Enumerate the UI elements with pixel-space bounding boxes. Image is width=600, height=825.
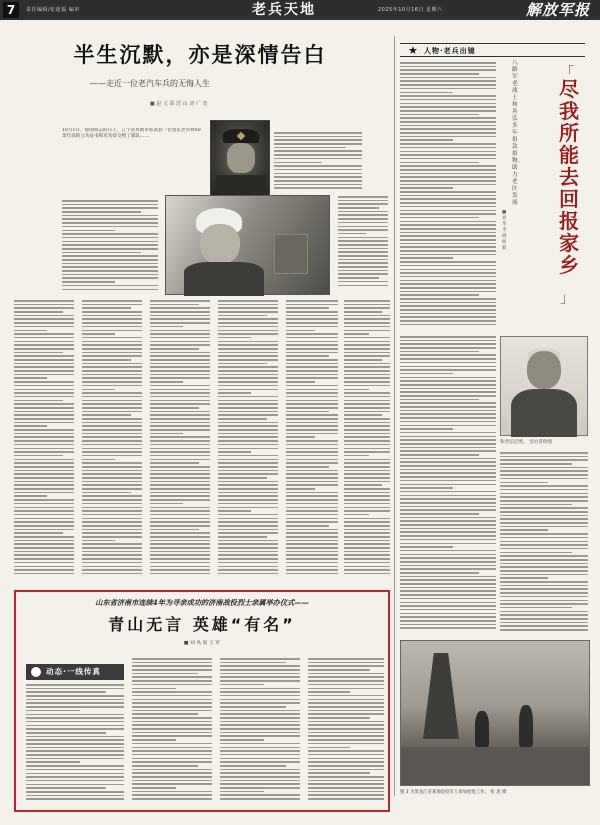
right-section-label: 人物·老兵出镜 (424, 47, 476, 55)
dot-icon (31, 667, 41, 677)
body-column-3 (82, 300, 142, 580)
box-column-3 (220, 658, 300, 806)
body-column-6 (286, 300, 338, 580)
body-column-4 (150, 300, 210, 580)
star-icon: ★ (408, 44, 418, 57)
field-photo-caption: 图 3 为黑龙江省某地退役军人参加抢收工作。 张 思 摄 (400, 790, 507, 795)
newspaper-logo: 解放军报 (526, 1, 591, 19)
right-vertical-title-text: 尽我所能去回报家乡 (559, 77, 579, 277)
masthead (0, 0, 600, 20)
featured-story-box (14, 590, 390, 812)
lead-paragraph: 10月1日，鲁国同志的日子，辽宁省阜新市彰武县一位退伍老兵将60余年前的立功证书和军功章交给了部队…… (62, 128, 201, 139)
elderly-veteran-photo (165, 195, 330, 295)
box-column-4 (308, 658, 384, 806)
right-vertical-subtitle: 八路军老战士和善弘多年捐款捐物、助力老区发展 (512, 60, 524, 206)
section-title: 老兵天地 (252, 2, 316, 18)
right-section-header (400, 43, 585, 57)
issue-date: 2025年10月16日 星期六 (378, 7, 443, 13)
main-subhead: ——走近一位老汽车兵的无悔人生 (90, 79, 210, 88)
body-column-1b (274, 132, 362, 194)
column-divider (394, 36, 395, 796)
box-byline: ■ 刘 凤 娟 王 军 (183, 641, 221, 646)
page-number: 7 (3, 2, 19, 18)
news-badge (26, 664, 124, 680)
field-work-photo (400, 640, 590, 786)
box-title: 青山无言 英雄“有名” (108, 615, 296, 634)
box-column-2 (132, 658, 212, 806)
main-headline: 半生沉默，亦是深情告白 (73, 43, 327, 67)
box-column-1 (26, 684, 124, 806)
editor-info: 责任编辑/张迪福 编审 (26, 7, 80, 13)
right-body-column-2 (400, 336, 496, 636)
body-column-1c (338, 196, 388, 294)
main-byline: ■ 赵 文 邵 浩 山 刘 广 宽 (150, 101, 208, 107)
right-vertical-byline: ■ 刘华 李晓 杨 毅 (502, 210, 507, 251)
veteran-portrait-photo (500, 336, 588, 436)
quote-mark-icon: 」 (560, 291, 574, 307)
right-vertical-title (536, 66, 588, 316)
young-soldier-photo (210, 120, 270, 198)
news-badge-label: 动态·一线传真 (46, 667, 101, 676)
portrait-caption: 和善弘近照。 受访者供图 (500, 440, 552, 445)
body-column-5 (218, 300, 278, 580)
right-body-column-3 (500, 452, 588, 636)
body-column-7 (344, 300, 390, 580)
body-column-1a (62, 200, 158, 294)
right-body-column-1 (400, 62, 496, 332)
body-column-2 (14, 300, 74, 580)
box-kicker: 山东省济南市连续4年为寻亲成功的济南战役烈士亲属举办仪式—— (95, 598, 309, 607)
quote-mark-icon: 「 (560, 65, 574, 81)
